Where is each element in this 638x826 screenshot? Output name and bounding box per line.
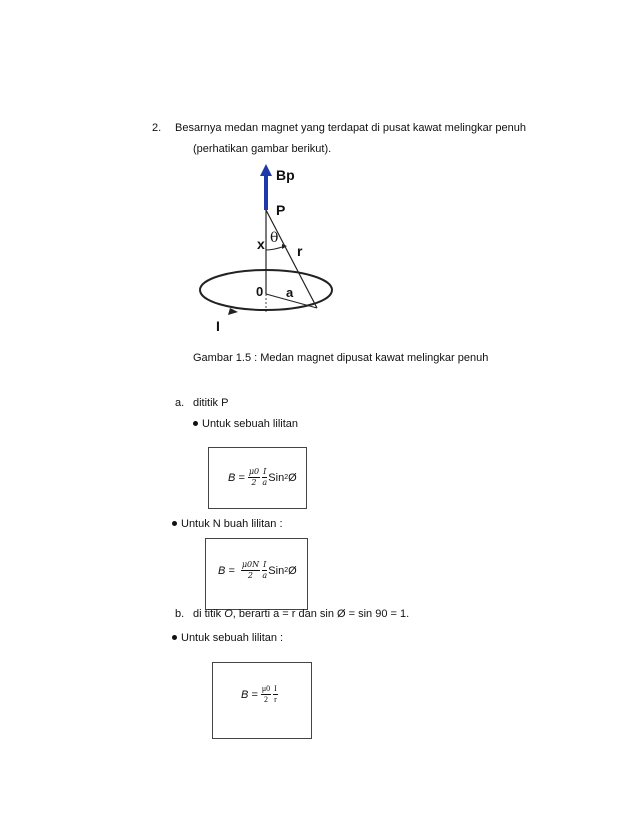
bullet-icon <box>172 521 177 526</box>
numerator: μ0N <box>241 560 260 569</box>
numerator: μ0 <box>248 467 260 476</box>
bullet-icon <box>193 421 198 426</box>
item-number: 2. <box>152 122 162 134</box>
label-a: a <box>286 285 294 300</box>
formula-lhs: B = <box>218 564 235 577</box>
fraction-i <box>262 468 267 487</box>
phi-symbol: Ø <box>288 564 297 577</box>
item-text-line2: (perhatikan gambar berikut). <box>193 143 332 155</box>
formula-box-3 <box>212 662 312 739</box>
figure-caption: Gambar 1.5 : Medan magnet dipusat kawat melingkar penuh <box>193 352 489 364</box>
section-a-label: a. <box>175 397 185 409</box>
numerator: μ0 <box>261 684 271 693</box>
label-o: 0 <box>256 284 264 299</box>
label-i: I <box>216 318 220 334</box>
bullet-single-loop <box>193 418 298 430</box>
fraction-i <box>262 561 267 580</box>
label-bp: Bp <box>276 167 295 183</box>
bullet-single-loop-b <box>172 632 283 644</box>
denominator: r <box>274 695 277 704</box>
fraction-mu <box>261 685 271 704</box>
fraction-mu <box>248 468 260 487</box>
formula-lhs: B = <box>228 471 245 484</box>
formula-2 <box>218 561 297 580</box>
label-p: P <box>276 202 286 218</box>
section-a-text: dititik P <box>193 397 229 409</box>
section-b-text-pre: di titik <box>193 608 225 620</box>
denominator: 2 <box>263 695 268 704</box>
bullet-text: Untuk sebuah lilitan <box>202 418 299 430</box>
numerator: I <box>263 560 267 569</box>
sin-power: 2 <box>284 567 289 574</box>
denominator: 2 <box>247 571 254 580</box>
label-x: x <box>257 236 265 252</box>
section-b-text-o: O <box>224 608 233 620</box>
fraction-mu-n <box>241 561 260 580</box>
formula-lhs: B = <box>241 688 258 701</box>
denominator: a <box>262 571 268 580</box>
formula-1 <box>228 468 297 487</box>
sin-text: Sin <box>268 471 285 484</box>
magnetic-field-figure <box>190 162 340 342</box>
numerator: I <box>274 684 277 693</box>
formula-3 <box>241 685 279 704</box>
fraction-i <box>273 685 278 704</box>
item-text-line1: Besarnya medan magnet yang terdapat di pusat kawat melingkar penuh <box>175 122 526 134</box>
phi-symbol: Ø <box>288 471 297 484</box>
section-b-text <box>193 608 409 620</box>
label-r: r <box>297 243 303 259</box>
sin-text: Sin <box>268 564 285 577</box>
current-arrow <box>228 308 238 315</box>
bullet-text: Untuk N buah lilitan : <box>181 518 283 530</box>
formula-box-1 <box>208 447 307 509</box>
denominator: 2 <box>251 478 257 487</box>
bullet-icon <box>172 635 177 640</box>
bp-arrow-head <box>260 164 272 176</box>
sin-power: 2 <box>284 474 289 481</box>
numerator: I <box>263 467 267 476</box>
denominator: a <box>262 478 268 487</box>
label-theta: θ <box>270 230 279 246</box>
formula-box-2 <box>205 538 308 610</box>
section-b-text-post: , berarti a = r dan sin Ø = sin 90 = 1. <box>232 608 410 620</box>
bullet-n-loops <box>172 518 283 530</box>
bullet-text: Untuk sebuah lilitan : <box>181 632 284 644</box>
section-b-label: b. <box>175 608 185 620</box>
